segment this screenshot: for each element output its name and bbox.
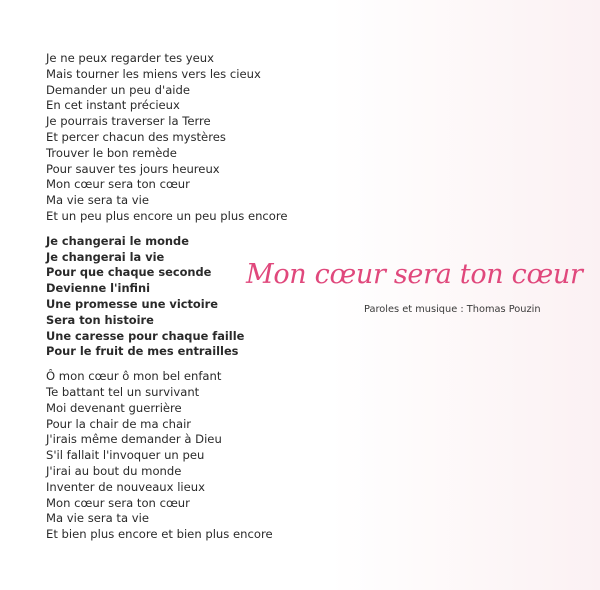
lyric-line: Mais tourner les miens vers les cieux: [46, 66, 261, 81]
song-title: Mon cœur sera ton cœur: [246, 259, 583, 290]
lyric-line: Inventer de nouveaux lieux: [46, 479, 205, 494]
lyric-line: J'irai au bout du monde: [46, 463, 182, 478]
chorus-line: Une caresse pour chaque faille: [46, 328, 245, 343]
lyric-line: Mon cœur sera ton cœur: [46, 177, 190, 192]
chorus-line: Pour le fruit de mes entrailles: [46, 344, 239, 359]
lyric-line: Et bien plus encore et bien plus encore: [46, 527, 273, 542]
chorus-line: Pour que chaque seconde: [46, 265, 212, 280]
lyric-line: Ma vie sera ta vie: [46, 193, 149, 208]
lyric-line: Moi devenant guerrière: [46, 400, 182, 415]
chorus-line: Une promesse une victoire: [46, 296, 218, 311]
lyric-line: Ma vie sera ta vie: [46, 511, 149, 526]
song-credits: Paroles et musique : Thomas Pouzin: [364, 304, 541, 315]
verse-1: [46, 51, 346, 225]
chorus: [46, 234, 346, 360]
lyrics-column: [46, 51, 346, 543]
lyric-line: S'il fallait l'invoquer un peu: [46, 448, 205, 463]
lyric-line: Et percer chacun des mystères: [46, 129, 226, 144]
lyric-line: Demander un peu d'aide: [46, 82, 191, 97]
lyric-line: J'irais même demander à Dieu: [46, 432, 222, 447]
verse-2: [46, 369, 346, 543]
lyric-line: Ô mon cœur ô mon bel enfant: [46, 369, 222, 384]
chorus-line: Je changerai le monde: [46, 233, 189, 248]
chorus-line: Sera ton histoire: [46, 312, 154, 327]
chorus-line: Je changerai la vie: [46, 249, 165, 264]
lyric-line: Te battant tel un survivant: [46, 384, 200, 399]
lyric-line: Je ne peux regarder tes yeux: [46, 51, 215, 65]
lyric-line: Pour sauver tes jours heureux: [46, 161, 220, 176]
lyric-line: Je pourrais traverser la Terre: [46, 114, 211, 129]
lyric-line: En cet instant précieux: [46, 98, 180, 113]
lyric-line: Et un peu plus encore un peu plus encore: [46, 208, 288, 223]
lyric-line: Trouver le bon remède: [46, 145, 177, 160]
chorus-line: Devienne l'infini: [46, 281, 151, 296]
lyric-line: Mon cœur sera ton cœur: [46, 495, 190, 510]
lyric-line: Pour la chair de ma chair: [46, 416, 192, 431]
